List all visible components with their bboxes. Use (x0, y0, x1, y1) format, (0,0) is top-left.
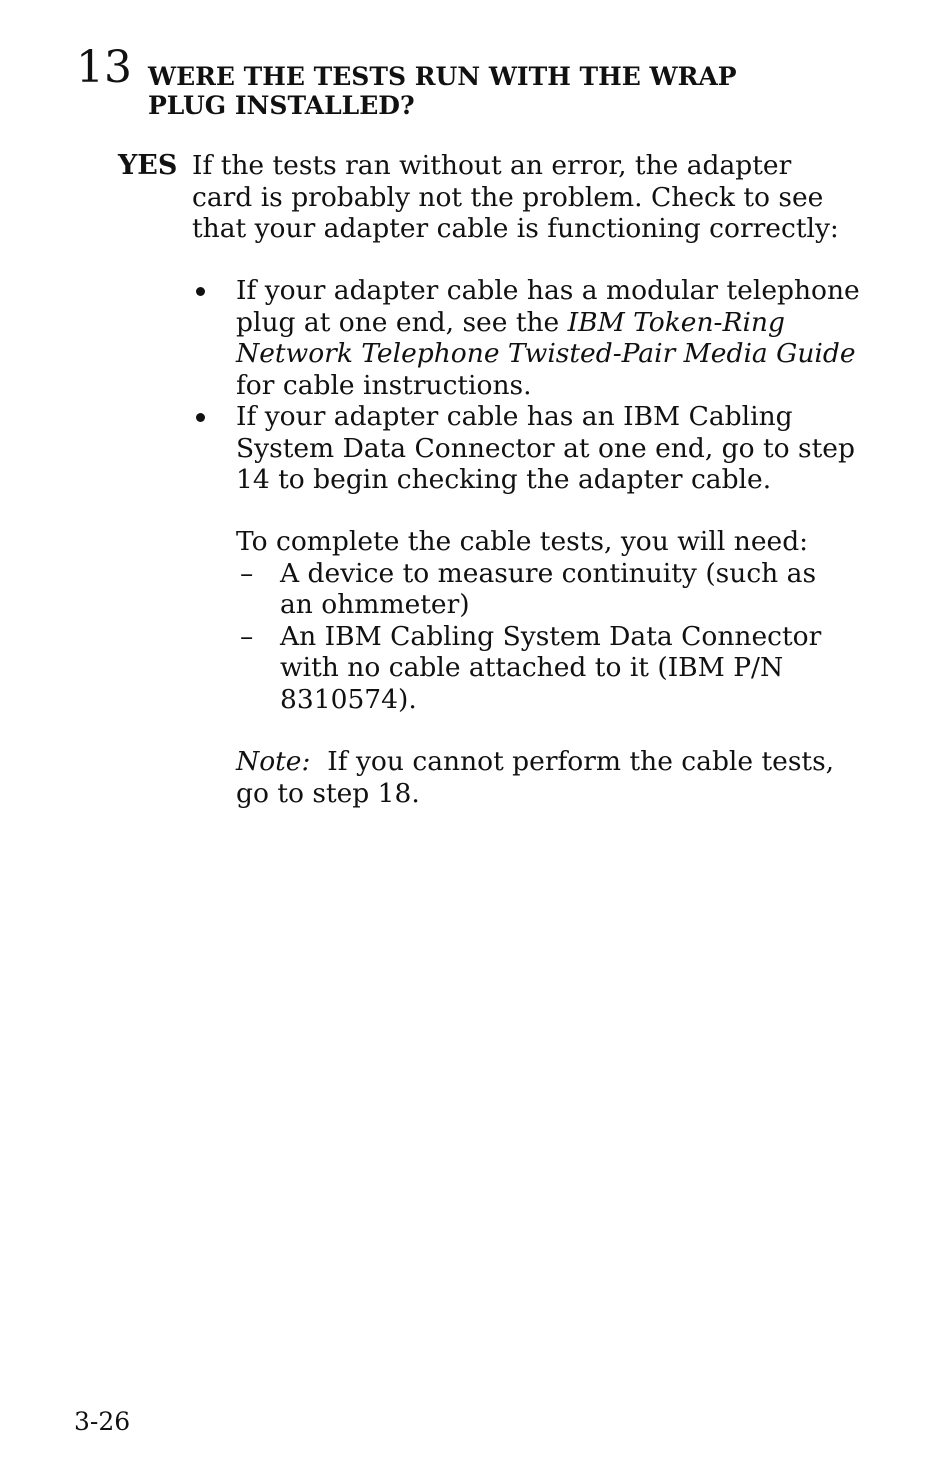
note-text: If you cannot perform the cable tests, (327, 746, 835, 777)
yes-text-line: card is probably not the problem. Check to see (192, 181, 824, 213)
bullet-line (236, 307, 892, 339)
note-label: Note: (236, 746, 311, 777)
dash-icon: – (240, 557, 254, 589)
note (236, 746, 876, 809)
dash-icon: – (240, 620, 254, 652)
bullet-item (192, 401, 892, 496)
requirement-line: 8310574). (280, 683, 417, 715)
guide-title: Network Telephone Twisted-Pair Media Guide (236, 338, 856, 369)
bullet-line: If your adapter cable has an IBM Cabling (236, 401, 793, 432)
bullet-line: for cable instructions. (236, 369, 532, 401)
requirements-intro: To complete the cable tests, you will need: (236, 526, 809, 557)
yes-text-line: that your adapter cable is functioning correctly: (192, 213, 839, 244)
step-question-line: WERE THE TESTS RUN WITH THE WRAP (148, 62, 737, 91)
note-line (236, 746, 876, 778)
page-number: 3-26 (74, 1407, 131, 1436)
bullet-line: System Data Connector at one end, go to step (236, 432, 855, 464)
bullet-line (236, 338, 892, 370)
bullet-line: 14 to begin checking the adapter cable. (236, 464, 772, 495)
requirement-line: An IBM Cabling System Data Connector (280, 620, 822, 652)
bullet-list (192, 275, 892, 496)
bullet-icon (196, 287, 205, 296)
requirement-item (236, 621, 876, 716)
yes-text-line: If the tests ran without an error, the adapter (192, 150, 792, 181)
requirements-section (236, 526, 876, 715)
bullet-text: plug at one end, see the (236, 306, 568, 338)
requirement-item (236, 558, 876, 621)
requirement-line: an ohmmeter) (280, 589, 470, 620)
bullet-icon (196, 413, 205, 422)
yes-label: YES (118, 150, 178, 181)
yes-answer-text (192, 150, 892, 245)
bullet-line: If your adapter cable has a modular telephone (236, 275, 860, 306)
requirement-line: A device to measure continuity (such as (280, 557, 817, 589)
bullet-item (192, 275, 892, 401)
guide-title: IBM Token-Ring (567, 306, 785, 338)
requirement-line: with no cable attached to it (IBM P/N (280, 652, 784, 683)
step-number: 13 (76, 42, 132, 93)
note-line: go to step 18. (236, 777, 420, 809)
step-question-line: PLUG INSTALLED? (148, 91, 415, 120)
step-question (148, 62, 848, 120)
